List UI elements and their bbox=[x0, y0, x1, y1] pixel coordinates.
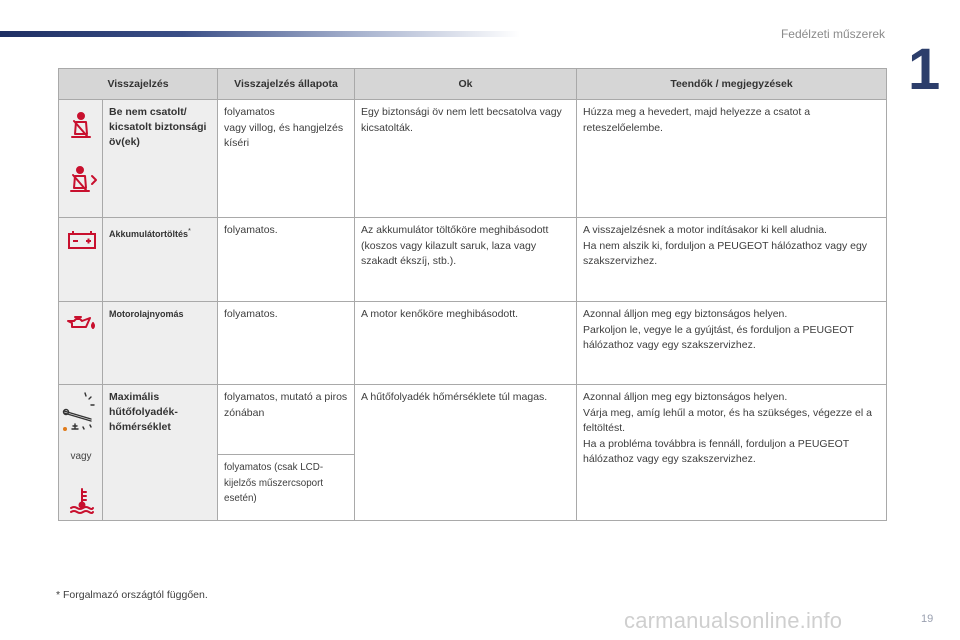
indicator-name-text: Akkumulátortöltés bbox=[109, 229, 189, 239]
action-cell: Azonnal álljon meg egy biztonságos helyen. Várja meg, amíg lehűl a motor, és ha szükséges, végezze el a feltöltést. Ha a probléma továbbra is fennáll, forduljon a PEUGEOT hálózathoz vagy egy szakszervizhez. bbox=[577, 385, 887, 521]
table-row bbox=[59, 100, 887, 218]
column-header-indicator: Visszajelzés bbox=[59, 69, 218, 100]
action-cell: Azonnal álljon meg egy biztonságos helyen. Parkoljon le, vegye le a gyújtást, és forduljon a PEUGEOT hálózathoz vagy egy szakszervizhez. bbox=[577, 302, 887, 385]
coolant-gauge-icon bbox=[61, 391, 101, 433]
cause-cell: Az akkumulátor töltőköre meghibásodott (koszos vagy kilazult saruk, laza vagy szakadt ékszíj, stb.). bbox=[355, 218, 577, 302]
column-header-action: Teendők / megjegyzések bbox=[577, 69, 887, 100]
cause-cell: A motor kenőköre meghibásodott. bbox=[355, 302, 577, 385]
page-number: 19 bbox=[921, 613, 934, 625]
footnote: * Forgalmazó országtól függően. bbox=[56, 589, 208, 601]
watermark: carmanualsonline.info bbox=[624, 608, 843, 633]
section-title: Fedélzeti műszerek bbox=[780, 27, 885, 41]
icon-cell bbox=[59, 385, 103, 521]
warning-lights-table bbox=[58, 68, 887, 521]
table-header-row bbox=[59, 69, 887, 100]
state-cell: folyamatos, mutató a piros zónában bbox=[218, 385, 355, 455]
battery-icon bbox=[67, 230, 97, 250]
column-header-state: Visszajelzés állapota bbox=[218, 69, 355, 100]
state-cell: folyamatos vagy villog, és hangjelzés kíséri bbox=[218, 100, 355, 218]
table-row bbox=[59, 302, 887, 385]
table-row bbox=[59, 385, 887, 455]
header-gradient-bar bbox=[0, 31, 520, 37]
indicator-name: Motorolajnyomás bbox=[103, 302, 218, 385]
cause-cell: Egy biztonsági öv nem lett becsatolva vagy kicsatolták. bbox=[355, 100, 577, 218]
coolant-temperature-icon bbox=[69, 487, 95, 515]
cause-cell: A hűtőfolyadék hőmérséklete túl magas. bbox=[355, 385, 577, 521]
action-cell: Húzza meg a hevedert, majd helyezze a csatot a reteszelőelembe. bbox=[577, 100, 887, 218]
or-label: vagy bbox=[70, 451, 92, 462]
state-cell: folyamatos. bbox=[218, 218, 355, 302]
indicator-name: Be nem csatolt/ kicsatolt biztonsági öv(ek) bbox=[103, 100, 218, 218]
icon-cell bbox=[59, 100, 103, 218]
indicator-name: Maximális hűtőfolyadék-hőmérséklet bbox=[103, 385, 218, 521]
seatbelt-blinking-icon bbox=[68, 166, 98, 194]
icon-cell bbox=[59, 218, 103, 302]
oil-can-icon bbox=[64, 312, 98, 334]
state-cell: folyamatos. bbox=[218, 302, 355, 385]
footnote-marker: * bbox=[188, 226, 191, 235]
indicator-name bbox=[103, 218, 218, 302]
state-cell-alt: folyamatos (csak LCD-kijelzős műszercsoport esetén) bbox=[218, 455, 355, 521]
chapter-number: 1 bbox=[908, 37, 941, 102]
seatbelt-icon bbox=[68, 112, 94, 140]
icon-cell bbox=[59, 302, 103, 385]
table-row bbox=[59, 218, 887, 302]
action-cell: A visszajelzésnek a motor indításakor ki kell aludnia. Ha nem alszik ki, forduljon a PEUGEOT hálózathoz vagy egy szakszervizhez. bbox=[577, 218, 887, 302]
column-header-cause: Ok bbox=[355, 69, 577, 100]
